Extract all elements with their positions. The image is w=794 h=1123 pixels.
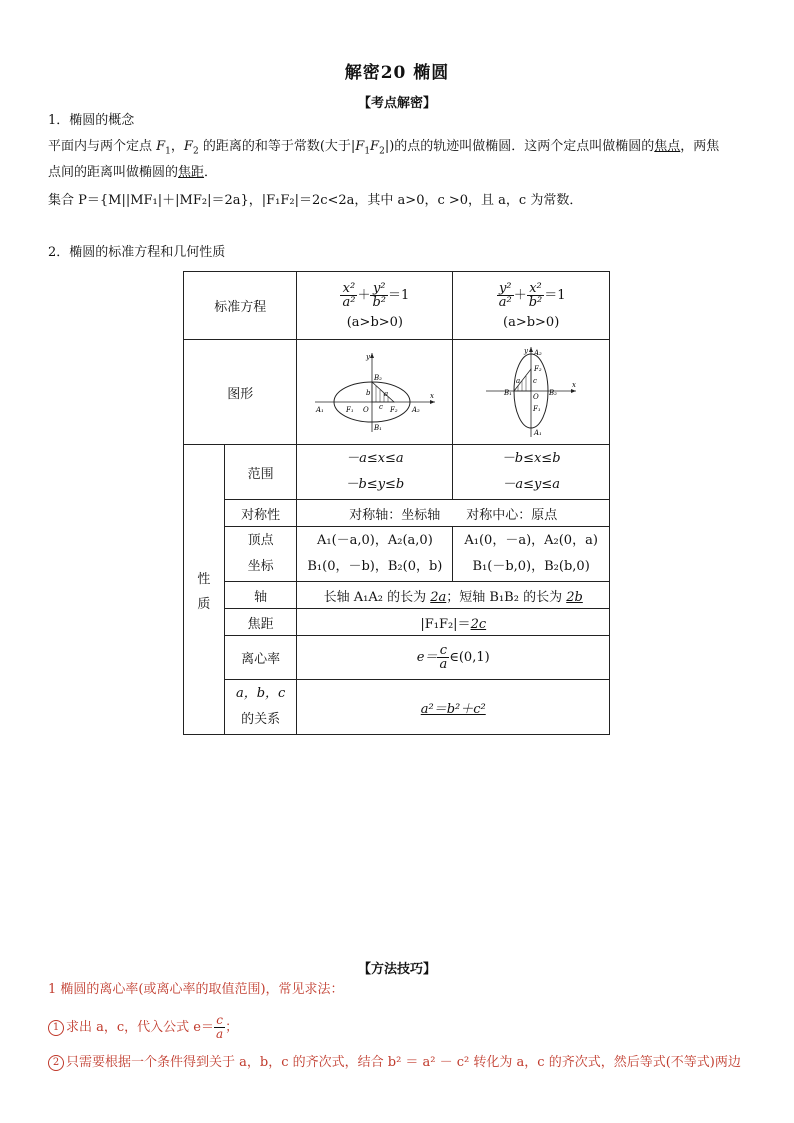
properties-table	[183, 271, 610, 735]
focal-dist-word: 焦距	[178, 165, 205, 180]
prop-label: 性 质	[184, 445, 225, 735]
relation-label: a，b，c 的关系	[224, 680, 297, 735]
section-heading-keypoints: 【考点解密】	[357, 96, 436, 111]
vertex-1: A₁(－a,0)，A₂(a,0) B₁(0，－b)，B₂(0，b)	[297, 527, 453, 582]
svg-text:c: c	[378, 402, 383, 411]
sym-value: 对称轴：坐标轴 对称中心：原点	[297, 500, 610, 527]
range-2: －b≤x≤b －a≤y≤a	[453, 445, 610, 500]
svg-text:c: c	[533, 376, 538, 385]
ecc-label: 离心率	[224, 636, 297, 680]
std-eq-label: 标准方程	[184, 272, 297, 340]
svg-text:F₁: F₁	[345, 405, 354, 414]
svg-text:x: x	[429, 391, 434, 400]
focal-label: 焦距	[224, 609, 297, 636]
focus-word: 焦点	[654, 139, 681, 154]
svg-text:a: a	[383, 389, 389, 398]
svg-text:F₁: F₁	[533, 404, 541, 413]
svg-text:B₂: B₂	[373, 373, 382, 382]
figure-label: 图形	[184, 340, 297, 445]
svg-text:x: x	[572, 380, 577, 389]
svg-text:y: y	[365, 352, 370, 361]
svg-text:B₁: B₁	[373, 423, 382, 432]
svg-text:O: O	[533, 392, 539, 401]
sym-label: 对称性	[224, 500, 297, 527]
range-label: 范围	[224, 445, 297, 500]
method-line1: 1 椭圆的离心率(或离心率的取值范围)，常见求法：	[48, 982, 344, 997]
svg-text:F₂: F₂	[534, 364, 542, 373]
section-heading-methods: 【方法技巧】	[357, 962, 436, 977]
range-1: －a≤x≤a －b≤y≤b	[297, 445, 453, 500]
sec1-line1: 平面内与两个定点 $F_1$，$F_2$ 的距离的和等于常数(大于$|F_1F_2|$)的点的轨迹叫做椭圆．这两个定点叫做椭圆的焦点，两焦	[48, 139, 720, 157]
svg-text:A₂: A₂	[411, 405, 420, 414]
svg-text:B₂: B₂	[549, 388, 558, 397]
sec2-heading: 2．椭圆的标准方程和几何性质	[48, 245, 226, 260]
page-title: 解密20 椭圆	[344, 63, 450, 83]
method-item1: 1 求出 a，c，代入公式 e＝ $\frac{c}{a}$ ；	[48, 1014, 238, 1041]
axis-label: 轴	[224, 582, 297, 609]
std-eq-2: $\frac{\text{y²}}{\text{a²}}$ ＋ $\frac{\text{x²}}{\text{b²}}$ ＝1 (a>b>0)	[453, 272, 610, 340]
svg-text:A₂: A₂	[534, 348, 543, 357]
svg-text:a: a	[516, 376, 521, 385]
svg-text:O: O	[362, 405, 369, 414]
figure-vertical-ellipse	[453, 340, 610, 445]
std-eq-1: $\frac{\text{x²}}{\text{a²}}$ ＋ $\frac{\text{y²}}{\text{b²}}$ ＝1 (a>b>0)	[297, 272, 453, 340]
vertex-2: A₁(0，－a)，A₂(0，a) B₁(－b,0)，B₂(b,0)	[453, 527, 610, 582]
svg-text:A₁: A₁	[315, 405, 324, 414]
svg-text:A₁: A₁	[534, 428, 543, 437]
axis-value: 长轴 A₁A₂ 的长为 2a；短轴 B₁B₂ 的长为 2b	[297, 582, 610, 609]
item2-number-icon: 2	[48, 1055, 64, 1071]
ecc-value: e＝ $\frac{c}{a}$ ∈(0,1)	[297, 636, 610, 680]
figure-horizontal-ellipse	[297, 340, 453, 445]
sec1-line2: 点间的距离叫做椭圆的焦距．	[48, 165, 218, 180]
sec1-line3: 集合 P＝{M||MF₁|＋|MF₂|＝2a}，|F₁F₂|＝2c<2a，其中 a>0，c >0，且 a，c 为常数．	[48, 193, 583, 208]
svg-text:B₁: B₁	[504, 388, 513, 397]
svg-text:F₂: F₂	[389, 405, 398, 414]
item1-number-icon: 1	[48, 1020, 64, 1036]
relation-value: a²＝b²＋c²	[297, 680, 610, 735]
svg-text:b: b	[365, 388, 371, 397]
vertex-label: 顶点 坐标	[224, 527, 297, 582]
focal-value: |F₁F₂|＝2c	[297, 609, 610, 636]
sec1-heading: 1．椭圆的概念	[48, 113, 135, 128]
svg-text:y: y	[524, 346, 529, 355]
method-item2: 2 只需要根据一个条件得到关于 a，b，c 的齐次式，结合 b² ＝ a² － c² 转化为 a，c 的齐次式，然后等式(不等式)两边	[48, 1050, 778, 1076]
